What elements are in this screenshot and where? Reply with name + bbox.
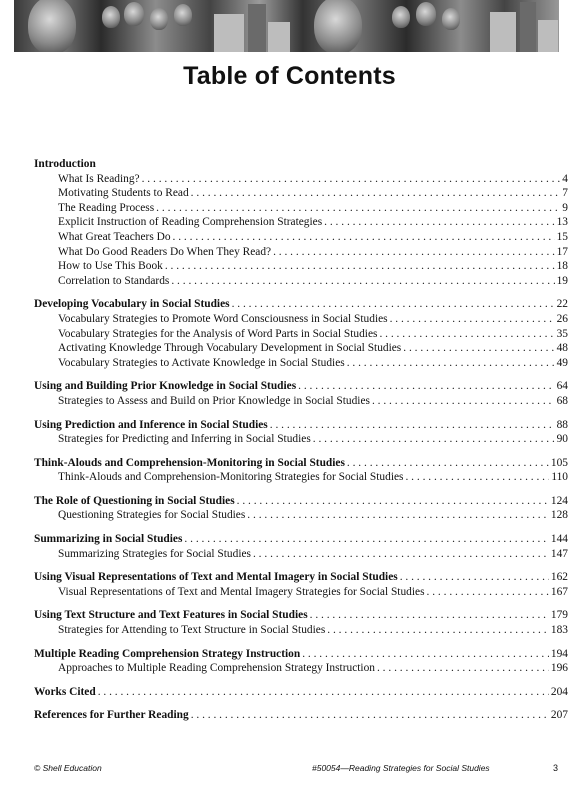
toc-page-number: 162: [550, 571, 568, 584]
toc-page-number: 194: [550, 647, 568, 660]
toc-entry-row[interactable]: [34, 341, 568, 356]
header-photo-banner: [14, 0, 559, 52]
footer-page-number: 3: [553, 763, 559, 773]
toc-page-number: 204: [550, 685, 568, 698]
footer-publisher: © Shell Education: [34, 763, 102, 773]
portrait-image: [14, 0, 94, 52]
toc-section: [34, 157, 568, 288]
toc-page-number: 15: [556, 230, 568, 243]
toc-heading-label: Developing Vocabulary in Social Studies: [34, 298, 230, 311]
dot-leader: [298, 379, 554, 394]
toc-heading-row[interactable]: [34, 157, 568, 172]
table-of-contents: [34, 157, 568, 732]
toc-entry-row[interactable]: [34, 547, 568, 562]
dot-leader: [302, 647, 549, 662]
dot-leader: [273, 245, 555, 260]
toc-entry-label: Visual Representations of Text and Mental Imagery Strategies for Social Studies: [58, 585, 425, 598]
toc-entry-label: Activating Knowledge Through Vocabulary Development in Social Studies: [58, 342, 402, 355]
toc-page-number: 19: [556, 274, 568, 287]
toc-page-number: 17: [556, 245, 568, 258]
toc-heading-row[interactable]: [34, 494, 568, 509]
toc-section: [34, 708, 568, 723]
toc-section: [34, 379, 568, 408]
dot-leader: [403, 341, 554, 356]
toc-entry-label: Strategies for Attending to Text Structure in Social Studies: [58, 624, 326, 637]
toc-heading-row[interactable]: [34, 379, 568, 394]
dot-leader: [324, 215, 554, 230]
toc-entry-label: Think-Alouds and Comprehension-Monitoring Strategies for Social Studies: [58, 471, 404, 484]
toc-page-number: 105: [550, 456, 568, 469]
dot-leader: [400, 570, 549, 585]
toc-entry-label: Vocabulary Strategies to Activate Knowledge in Social Studies: [58, 356, 345, 369]
toc-page-number: 88: [556, 418, 568, 431]
dot-leader: [247, 508, 549, 523]
dot-leader: [253, 547, 549, 562]
toc-page-number: 68: [556, 394, 568, 407]
toc-entry-label: Questioning Strategies for Social Studies: [58, 509, 246, 522]
page-footer: [0, 763, 579, 779]
toc-page-number: 110: [551, 471, 568, 484]
dot-leader: [156, 201, 560, 216]
dot-leader: [390, 312, 555, 327]
toc-heading-row[interactable]: [34, 456, 568, 471]
dot-leader: [372, 394, 555, 409]
toc-entry-row[interactable]: [34, 356, 568, 371]
crowd-photo: [94, 0, 204, 52]
toc-entry-label: What Is Reading?: [58, 172, 140, 185]
dot-leader: [171, 274, 554, 289]
dot-leader: [184, 532, 548, 547]
dot-leader: [377, 661, 549, 676]
toc-heading-row[interactable]: [34, 418, 568, 433]
toc-entry-label: The Reading Process: [58, 201, 155, 214]
dot-leader: [98, 685, 549, 700]
toc-heading-row[interactable]: [34, 647, 568, 662]
dot-leader: [173, 230, 555, 245]
toc-entry-row[interactable]: [34, 432, 568, 447]
toc-heading-label: Multiple Reading Comprehension Strategy Instruction: [34, 647, 301, 660]
dot-leader: [347, 356, 555, 371]
toc-section: [34, 456, 568, 485]
dot-leader: [270, 418, 555, 433]
toc-entry-row[interactable]: [34, 274, 568, 289]
toc-entry-row[interactable]: [34, 259, 568, 274]
toc-entry-label: Correlation to Standards: [58, 274, 170, 287]
toc-heading-row[interactable]: [34, 570, 568, 585]
toc-page-number: 13: [556, 216, 568, 229]
toc-page-number: 49: [556, 356, 568, 369]
crowd-photo: [384, 0, 484, 52]
toc-section: [34, 532, 568, 561]
dot-leader: [347, 456, 549, 471]
toc-heading-label: Using Visual Representations of Text and Mental Imagery in Social Studies: [34, 571, 398, 584]
toc-entry-row[interactable]: [34, 470, 568, 485]
toc-entry-label: Vocabulary Strategies for the Analysis of Word Parts in Social Studies: [58, 327, 378, 340]
toc-entry-label: Strategies to Assess and Build on Prior Knowledge in Social Studies: [58, 394, 370, 407]
dot-leader: [232, 297, 555, 312]
toc-section: [34, 297, 568, 370]
toc-page-number: 64: [556, 380, 568, 393]
toc-page-number: 196: [550, 662, 568, 675]
dot-leader: [191, 708, 549, 723]
toc-heading-label: Think-Alouds and Comprehension-Monitoring in Social Studies: [34, 456, 345, 469]
toc-page-number: 18: [556, 260, 568, 273]
toc-heading-row[interactable]: [34, 685, 568, 700]
toc-entry-row[interactable]: [34, 201, 568, 216]
toc-entry-row[interactable]: [34, 186, 568, 201]
toc-entry-row[interactable]: [34, 623, 568, 638]
toc-heading-row[interactable]: [34, 608, 568, 623]
footer-book-title: #50054—Reading Strategies for Social Studies: [312, 763, 490, 773]
dot-leader: [327, 623, 549, 638]
toc-entry-row[interactable]: [34, 327, 568, 342]
dot-leader: [427, 585, 549, 600]
toc-entry-label: Motivating Students to Read: [58, 187, 189, 200]
toc-heading-label: Using and Building Prior Knowledge in Social Studies: [34, 380, 297, 393]
toc-entry-row[interactable]: [34, 230, 568, 245]
toc-section: [34, 570, 568, 599]
toc-page-number: 7: [562, 187, 568, 200]
toc-heading-label: Introduction: [34, 158, 96, 170]
toc-page-number: 144: [550, 533, 568, 546]
toc-entry-label: What Do Good Readers Do When They Read?: [58, 245, 272, 258]
dot-leader: [405, 470, 549, 485]
toc-entry-label: Summarizing Strategies for Social Studies: [58, 547, 251, 560]
toc-entry-row[interactable]: [34, 585, 568, 600]
toc-page-number: 167: [550, 585, 568, 598]
toc-entry-label: Vocabulary Strategies to Promote Word Consciousness in Social Studies: [58, 312, 388, 325]
toc-entry-label: Explicit Instruction of Reading Comprehension Strategies: [58, 216, 323, 229]
dot-leader: [142, 172, 561, 187]
toc-heading-row[interactable]: [34, 708, 568, 723]
toc-entry-row[interactable]: [34, 245, 568, 260]
dot-leader: [237, 494, 549, 509]
dot-leader: [313, 432, 555, 447]
toc-heading-label: Using Text Structure and Text Features in Social Studies: [34, 609, 308, 622]
toc-page-number: 90: [556, 433, 568, 446]
toc-page-number: 9: [562, 201, 568, 214]
toc-entry-label: Strategies for Predicting and Inferring in Social Studies: [58, 433, 311, 446]
toc-page-number: 179: [550, 609, 568, 622]
toc-page-number: 128: [550, 509, 568, 522]
toc-section: [34, 494, 568, 523]
toc-entry-row[interactable]: [34, 508, 568, 523]
toc-page-number: 183: [550, 624, 568, 637]
toc-section: [34, 418, 568, 447]
toc-page-number: 147: [550, 547, 568, 560]
toc-entry-row[interactable]: [34, 215, 568, 230]
toc-section: [34, 647, 568, 676]
toc-page-number: 26: [556, 312, 568, 325]
dot-leader: [191, 186, 561, 201]
dot-leader: [310, 608, 549, 623]
portrait-image: [294, 0, 384, 52]
toc-section: [34, 685, 568, 700]
toc-entry-row[interactable]: [34, 172, 568, 187]
toc-section: [34, 608, 568, 637]
toc-page-number: 48: [556, 342, 568, 355]
toc-page-number: 35: [556, 327, 568, 340]
toc-heading-label: Using Prediction and Inference in Social Studies: [34, 418, 268, 431]
toc-entry-row[interactable]: [34, 312, 568, 327]
toc-entry-label: What Great Teachers Do: [58, 230, 171, 243]
toc-page-number: 4: [562, 172, 568, 185]
building-photo: [484, 0, 559, 52]
toc-heading-label: Works Cited: [34, 685, 96, 698]
dot-leader: [379, 327, 554, 342]
dot-leader: [165, 259, 555, 274]
toc-heading-label: The Role of Questioning in Social Studies: [34, 494, 235, 507]
toc-heading-row[interactable]: [34, 297, 568, 312]
toc-entry-row[interactable]: [34, 661, 568, 676]
toc-heading-label: Summarizing in Social Studies: [34, 533, 183, 546]
page-title: Table of Contents: [183, 62, 396, 90]
toc-entry-label: Approaches to Multiple Reading Comprehension Strategy Instruction: [58, 662, 375, 675]
toc-page-number: 22: [556, 298, 568, 311]
toc-heading-label: References for Further Reading: [34, 709, 189, 722]
toc-entry-row[interactable]: [34, 394, 568, 409]
building-photo: [204, 0, 294, 52]
toc-page-number: 207: [550, 709, 568, 722]
toc-heading-row[interactable]: [34, 532, 568, 547]
toc-page-number: 124: [550, 494, 568, 507]
toc-entry-label: How to Use This Book: [58, 260, 163, 273]
